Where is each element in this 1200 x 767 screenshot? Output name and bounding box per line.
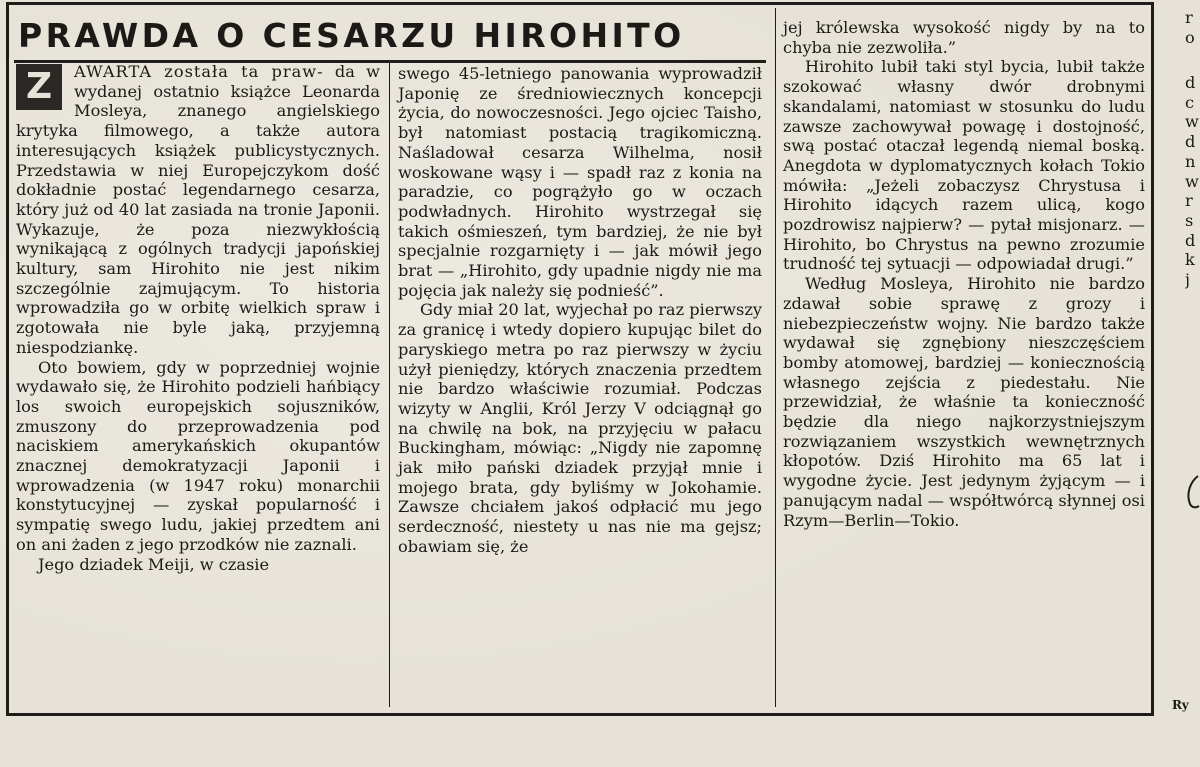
paragraph-7: Hirohito lubił taki styl bycia, lubił także szokować własny dwór drobnymi skandalami, natomiast w stosunku do ludu zawsze zachowywał powagę i dostojność, swą postać otaczał legendą niemal boską. Anegdota w dyplomatycznych kołach Tokio mówiła: „Jeżeli zobaczysz Chrystusa i Hirohito idących razem ulicą, kogo pozdrowisz najpierw? — pytał misjonarz. — Hirohito, bo Chrystus na pewno zrozumie trudność tej sytuacji — odpowiadał drugi.”: [783, 57, 1145, 274]
edge-letter: k: [1185, 250, 1195, 270]
edge-letter: w: [1185, 171, 1199, 191]
column-rule-2: [775, 8, 776, 707]
paragraph-3: Jego dziadek Meiji, w czasie: [38, 554, 270, 574]
article-title: PRAWDA O CESARZU HIROHITO: [18, 16, 685, 55]
paragraph-5: Gdy miał 20 lat, wyjechał po raz pierwszy za granicę i wtedy dopiero kupując bilet do paryskiego metra po raz pierwszy w życiu użył pieniędzy, których znaczenia przedtem nie bardzo właściwie rozumiał. Podczas wizyty w Anglii, Król Jerzy V odciągnął go na chwilę na bok, na przyjęciu w pałacu Buckingham, mówiąc: „Nigdy nie zapomnę jak miło pański dziadek przyjął mnie i mojego brata, gdy byliśmy w Jokohamie. Zawsze chciałem jakoś odpłacić mu jego serdeczność, niestety u nas nie ma gejsz; obawiam się, że: [398, 300, 762, 556]
edge-letter: s: [1185, 210, 1194, 230]
edge-letter: d: [1185, 73, 1196, 92]
column-rule-1: [389, 62, 390, 707]
title-row: [14, 10, 766, 63]
edge-letter: c: [1185, 92, 1195, 112]
paragraph-1-lead: AWARTA została ta praw-: [74, 62, 324, 81]
paragraph-8: Według Mosleya, Hirohito nie bardzo zdawał sobie sprawę z grozy i niebezpieczeństw wojny. Nie bardzo także wydawał się zgnębiony nieszczęściem bomby atomowej, bardziej — koniecznością własnego zejścia z piedestału. Nie przewidział, że właśnie ta konieczność będzie dla niego najkorzystniejszym rozwiązaniem wszystkich wewnętrznych kłopotów. Dziś Hirohito ma 65 lat i wygodne życie. Jest jedynym żyjącym — i panującym nadal — współtwórcą słynnej osi Rzym—Berlin—Tokio.: [783, 274, 1145, 530]
edge-letter: j: [1185, 270, 1191, 290]
drop-cap: Z: [16, 64, 62, 110]
edge-letter: o: [1185, 27, 1195, 47]
illustration-fragment-icon: [1184, 472, 1200, 512]
column-3: [783, 18, 1145, 530]
paragraph-4: swego 45-letniego panowania wyprowadził Japonię ze średniowiecznych koncepcji życia, do nowoczesności. Jego ojciec Taisho, był natomiast postacią tragikomiczną. Naśladował cesarza Wilhelma, nosił woskowane wąsy i — spadł raz z konia na paradzie, co pogrążyło go w oczach podwładnych. Hirohito wystrzegał się takich ośmieszeń, tym bardziej, że nie był specjalnie rozgarnięty i — jak mówił jego brat — „Hirohito, gdy upadnie nigdy nie ma pojęcia jak należy się podnieść”.: [398, 64, 762, 300]
column-1: [16, 62, 380, 574]
adjacent-article-top-edge: [1185, 8, 1199, 47]
illustration-credit: Ry: [1172, 698, 1189, 712]
paragraph-1-body: da w wydanej ostatnio książce Leonarda Mosleya, znanego angielskiego krytyka filmowego, a także autora interesujących książek publicystycznych. Przedstawia w niej Europejczykom dość dokładnie postać legendarnego cesarza, który już od 40 lat zasiada na tronie Japonii. Wykazuje, że poza niezwykłością wynikającą z ogólnych tradycji japońskiej kultury, sam Hirohito nie jest nikim szczególnie zajmującym. To historia wprowadziła go w orbitę wielkich spraw i zgotowała nie byle jaką, przyjemną niespodziankę.: [16, 62, 380, 357]
column-2: [398, 64, 762, 557]
paragraph-1: [16, 62, 380, 358]
edge-letter: d: [1185, 230, 1196, 250]
edge-letter: d: [1185, 132, 1196, 152]
edge-letter: r: [1185, 8, 1193, 27]
paragraph-2: Oto bowiem, gdy w poprzedniej wojnie wydawało się, że Hirohito podzieli hańbiący los swoich europejskich sojuszników, zmuszony do przeprowadzenia pod naciskiem amerykańskich okupantów znacznej demokratyzacji Japonii i wprowadzenia (w 1947 roku) monarchii konstytucyjnej — zyskał popularność i sympatię swego ludu, jakiej przedtem ani on ani żaden z jego przodków nie zaznali.: [16, 357, 380, 554]
paragraph-6: jej królewska wysokość nigdy by na to chyba nie zezwoliła.”: [783, 18, 1145, 57]
edge-letter: w: [1185, 112, 1199, 132]
adjacent-article-mid-edge: [1185, 73, 1199, 290]
edge-letter: n: [1185, 151, 1196, 171]
edge-letter: r: [1185, 191, 1193, 211]
